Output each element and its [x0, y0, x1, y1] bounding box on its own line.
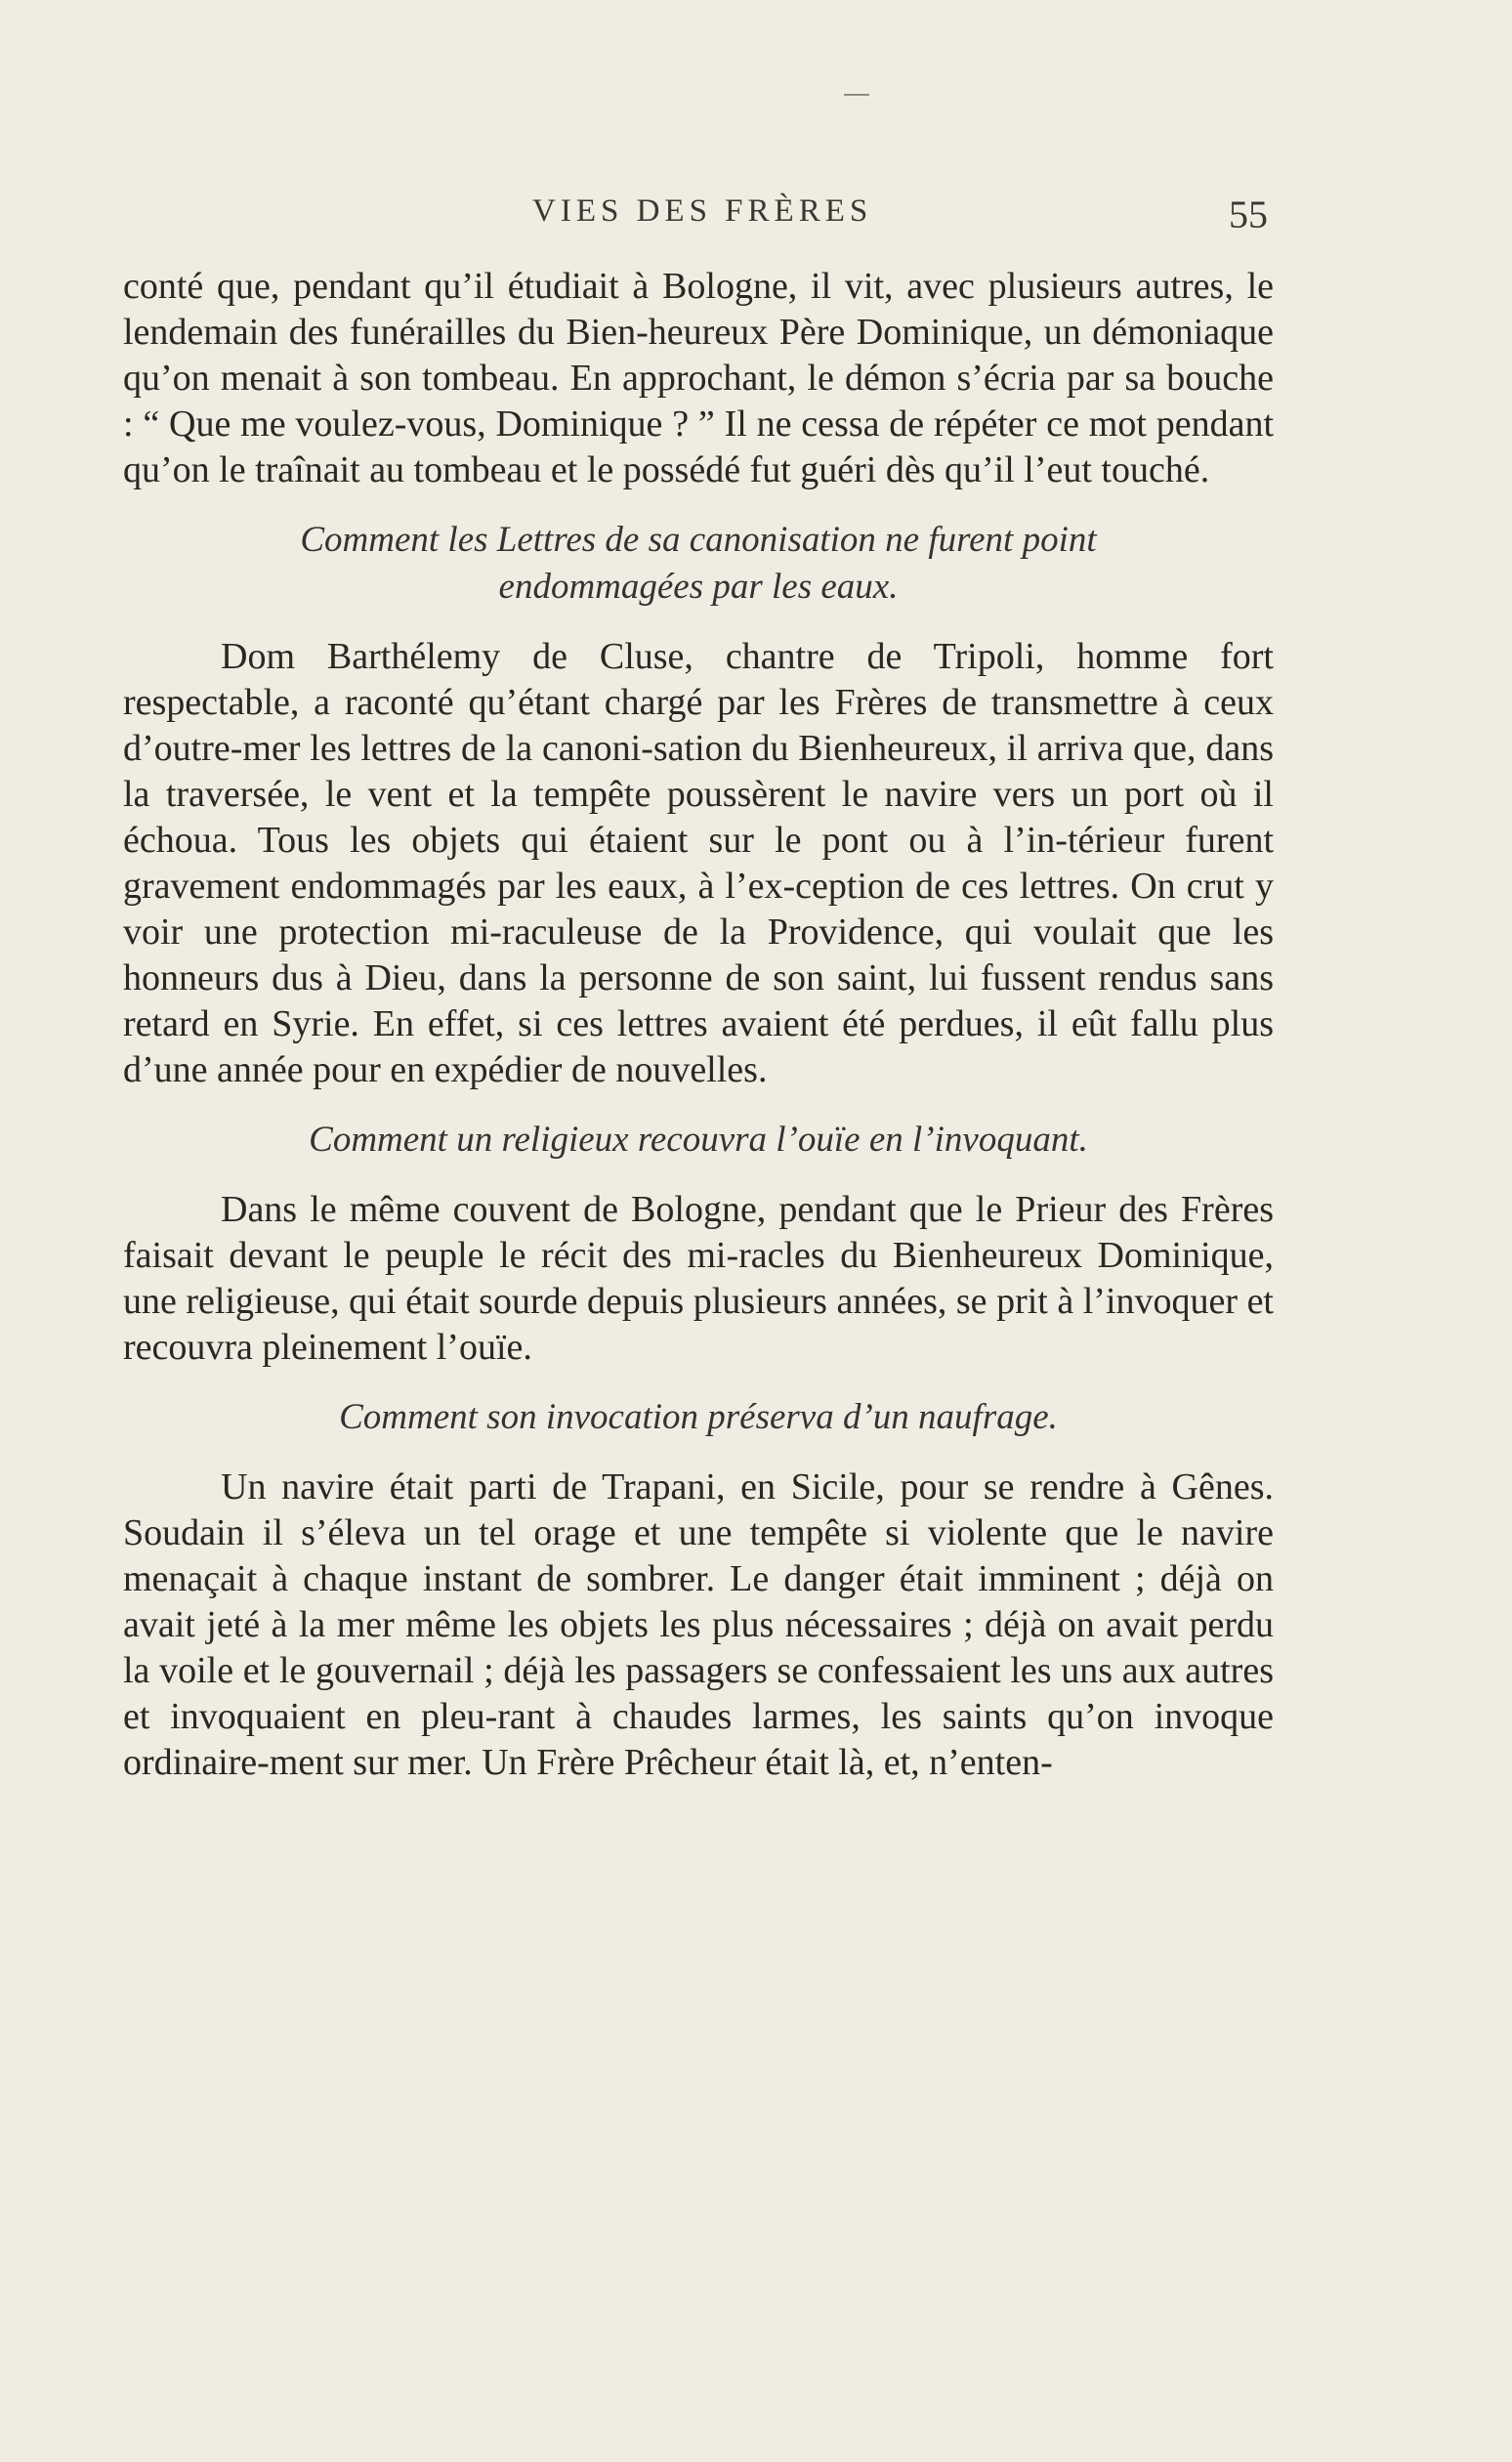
- paragraph: Dans le même couvent de Bologne, pendant que le Prieur des Frères faisait devant le peuple le récit des mi-racles du Bienheureux Dominique, une religieuse, qui était sourde depuis plusieurs années, se prit à l’invoquer et recouvra pleinement l’ouïe.: [123, 1189, 1274, 1368]
- page-number: 55: [1229, 192, 1268, 236]
- section-heading: Comment son invocation préserva d’un naufrage.: [339, 1397, 1058, 1437]
- page-header: [0, 191, 1512, 240]
- section-heading-line: Comment les Lettres de sa canonisation ne furent point: [300, 520, 1097, 560]
- paragraph: Dom Barthélemy de Cluse, chantre de Tripoli, homme fort respectable, a raconté qu’étant chargé par les Frères de transmettre à ceux d’outre-mer les lettres de la canoni-sation du Bienheureux, il arriva que, dans la traversée, le vent et la tempête poussèrent le navire vers un port où il échoua. Tous les objets qui étaient sur le pont ou à l’in-térieur furent gravement endommagés par les eaux, à l’ex-ception de ces lettres. On crut y voir une protection mi-raculeuse de la Providence, qui voulait que les honneurs dus à Dieu, dans la personne de son saint, lui fussent rendus sans retard en Syrie. En effet, si ces lettres avaient été perdues, il eût fallu plus d’une année pour en expédier de nouvelles.: [123, 636, 1274, 1090]
- section-heading-line: endommagées par les eaux.: [498, 567, 899, 607]
- top-dash-mark: [844, 94, 869, 96]
- paragraph: Un navire était parti de Trapani, en Sicile, pour se rendre à Gênes. Soudain il s’éleva un tel orage et une tempête si violente que le navire menaçait à chaque instant de sombrer. Le danger était imminent ; déjà on avait jeté à la mer même les objets les plus nécessaires ; déjà on avait perdu la voile et le gouvernail ; déjà les passagers se confessaient les uns aux autres et invoquaient en pleu-rant à chaudes larmes, les saints qu’on invoque ordinaire-ment sur mer. Un Frère Prêcheur était là, et, n’enten-: [123, 1466, 1274, 1783]
- page-body: [123, 264, 1274, 1786]
- paragraph: conté que, pendant qu’il étudiait à Bologne, il vit, avec plusieurs autres, le lendemain des funérailles du Bien-heureux Père Dominique, un démoniaque qu’on menait à son tombeau. En approchant, le démon s’écria par sa bouche : “ Que me voulez-vous, Dominique ? ” Il ne cessa de répéter ce mot pendant qu’on le traînait au tombeau et le possédé fut guéri dès qu’il l’eut touché.: [123, 266, 1274, 490]
- section-heading: Comment un religieux recouvra l’ouïe en l’invoquant.: [309, 1120, 1088, 1160]
- running-head: VIES DES FRÈRES: [532, 193, 873, 229]
- section-heading: [123, 517, 1274, 611]
